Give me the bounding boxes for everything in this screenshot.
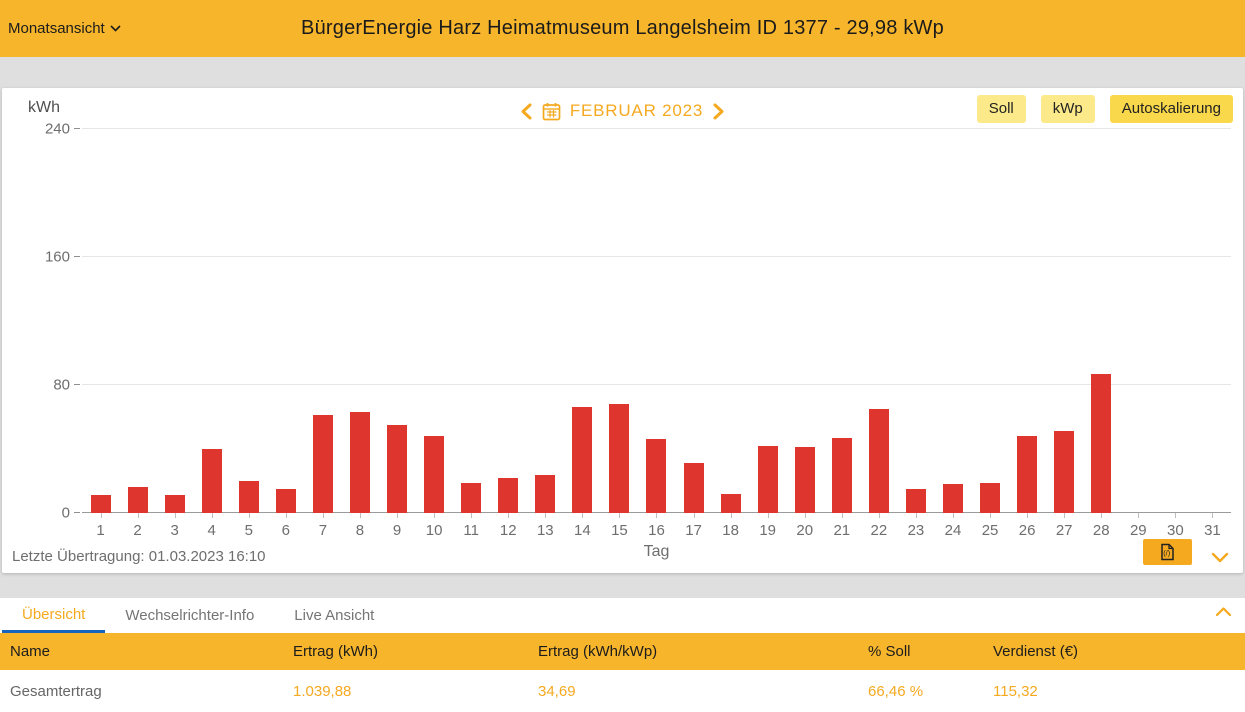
day-slot-17 <box>675 129 712 539</box>
bar-day-16[interactable] <box>646 439 666 513</box>
day-slot-8 <box>341 129 378 539</box>
x-tick-label-17: 17 <box>685 522 702 539</box>
column-header-ertrag-kwh-kwp: Ertrag (kWh/kWp) <box>538 643 658 660</box>
x-tick-28 <box>1101 513 1102 518</box>
x-tick-label-24: 24 <box>944 522 962 539</box>
x-tick-label-30: 30 <box>1167 522 1184 539</box>
x-tick-label-4: 4 <box>207 522 216 539</box>
bar-day-1[interactable] <box>91 495 111 513</box>
day-slot-11 <box>453 129 490 539</box>
x-tick-label-9: 9 <box>392 522 402 539</box>
autoscale-button[interactable]: Autoskalierung <box>1110 95 1233 123</box>
x-tick-11 <box>471 513 472 518</box>
x-tick-label-2: 2 <box>133 522 142 539</box>
day-slot-9 <box>379 129 416 539</box>
row-verdienst-eur: 115,32 <box>993 682 1038 700</box>
y-axis-unit-label: kWh <box>28 99 60 116</box>
view-mode-dropdown[interactable] <box>8 0 121 57</box>
chevron-down-icon <box>110 25 121 32</box>
x-tick-12 <box>508 513 509 518</box>
day-slot-24 <box>934 129 971 539</box>
day-slot-31 <box>1194 129 1231 539</box>
row-ertrag-kwh-kwp: 34,69 <box>538 682 576 700</box>
x-tick-15 <box>619 513 620 518</box>
x-tick-2 <box>138 513 139 518</box>
calendar-icon[interactable] <box>542 102 561 121</box>
x-tick-label-11: 11 <box>463 522 479 539</box>
panel-collapse-chevron[interactable] <box>1215 607 1232 617</box>
x-tick-label-3: 3 <box>170 522 179 539</box>
column-header-verdienst: Verdienst (€) <box>993 643 1079 660</box>
x-tick-label-5: 5 <box>244 522 253 539</box>
x-tick-label-15: 15 <box>611 522 628 539</box>
chart-options <box>977 95 1233 123</box>
day-slot-10 <box>416 129 453 539</box>
day-slot-6 <box>267 129 304 539</box>
x-tick-label-31: 31 <box>1204 522 1221 539</box>
last-transmission-status: Letzte Übertragung: 01.03.2023 16:10 <box>12 548 266 565</box>
y-tick-label-80: 80 <box>53 376 70 393</box>
x-tick-10 <box>434 513 435 518</box>
x-tick-label-10: 10 <box>425 522 443 539</box>
x-tick-31 <box>1212 513 1213 518</box>
day-slot-25 <box>972 129 1009 539</box>
view-mode-label: Monatsansicht <box>8 20 105 37</box>
bar-day-24[interactable] <box>943 484 963 513</box>
svg-text:(/): (/) <box>1163 548 1171 558</box>
x-tick-label-26: 26 <box>1018 522 1036 539</box>
bar-day-7[interactable] <box>313 415 333 513</box>
x-tick-24 <box>953 513 954 518</box>
day-slot-7 <box>304 129 341 539</box>
bar-day-15[interactable] <box>609 404 629 513</box>
bar-day-18[interactable] <box>721 494 741 513</box>
x-tick-label-23: 23 <box>907 522 925 539</box>
chart-collapse-chevron[interactable] <box>1211 552 1229 563</box>
x-tick-23 <box>916 513 917 518</box>
x-tick-label-14: 14 <box>574 522 591 539</box>
x-tick-label-27: 27 <box>1055 522 1073 539</box>
column-header-ertrag-kwh: Ertrag (kWh) <box>293 643 379 660</box>
day-slot-19 <box>749 129 786 539</box>
bar-day-4[interactable] <box>202 449 222 513</box>
x-tick-4 <box>212 513 213 518</box>
x-tick-label-21: 21 <box>833 522 851 539</box>
day-slot-12 <box>490 129 527 539</box>
y-tick-label-240: 240 <box>44 120 70 137</box>
day-slot-29 <box>1120 129 1157 539</box>
row-soll-pct: 66,46 % <box>868 682 924 700</box>
x-tick-label-25: 25 <box>981 522 999 539</box>
soll-button[interactable]: Soll <box>977 95 1026 123</box>
day-slot-18 <box>712 129 749 539</box>
bar-day-28[interactable] <box>1091 374 1111 513</box>
bar-day-22[interactable] <box>869 409 889 513</box>
x-tick-21 <box>842 513 843 518</box>
x-tick-13 <box>545 513 546 518</box>
day-slot-2 <box>119 129 156 539</box>
x-tick-8 <box>360 513 361 518</box>
month-label[interactable]: FEBRUAR 2023 <box>569 101 704 120</box>
x-tick-25 <box>990 513 991 518</box>
table-row <box>0 670 1245 712</box>
x-tick-20 <box>805 513 806 518</box>
bar-day-9[interactable] <box>387 425 407 513</box>
bar-day-21[interactable] <box>832 438 852 513</box>
x-tick-14 <box>582 513 583 518</box>
page-title: BürgerEnergie Harz Heimatmuseum Langelsheim ID 1377 - 29,98 kWp <box>301 17 944 39</box>
app-header <box>0 0 1245 57</box>
x-tick-17 <box>694 513 695 518</box>
x-tick-label-18: 18 <box>722 522 739 539</box>
x-tick-1 <box>101 513 102 518</box>
x-tick-29 <box>1138 513 1139 518</box>
day-slot-21 <box>823 129 860 539</box>
tab-uebersicht[interactable]: Übersicht <box>2 598 105 633</box>
day-slot-23 <box>897 129 934 539</box>
bar-day-19[interactable] <box>758 446 778 513</box>
day-slot-4 <box>193 129 230 539</box>
bar-day-13[interactable] <box>535 475 555 513</box>
chart-card <box>2 88 1243 573</box>
x-tick-label-6: 6 <box>281 522 291 539</box>
x-tick-label-8: 8 <box>355 522 365 539</box>
x-tick-label-20: 20 <box>796 522 814 539</box>
bar-day-3[interactable] <box>165 495 185 513</box>
bar-day-8[interactable] <box>350 412 370 513</box>
bar-day-2[interactable] <box>128 487 148 513</box>
bar-day-5[interactable] <box>239 481 259 513</box>
bar-day-12[interactable] <box>498 478 518 513</box>
x-tick-19 <box>768 513 769 518</box>
tabs-row <box>0 598 1245 633</box>
day-slot-28 <box>1083 129 1120 539</box>
bar-day-20[interactable] <box>795 447 815 513</box>
x-tick-9 <box>397 513 398 518</box>
x-tick-7 <box>323 513 324 518</box>
next-month-button[interactable] <box>712 103 725 120</box>
column-header-name: Name <box>10 643 51 660</box>
x-tick-label-12: 12 <box>499 522 517 539</box>
x-tick-label-19: 19 <box>759 522 776 539</box>
x-tick-3 <box>175 513 176 518</box>
x-tick-30 <box>1175 513 1176 518</box>
tab-wechselrichter-info[interactable]: Wechselrichter-Info <box>125 607 255 624</box>
bar-day-10[interactable] <box>424 436 444 513</box>
row-name: Gesamtertrag <box>10 682 102 700</box>
plot-area <box>44 120 1231 539</box>
x-tick-27 <box>1064 513 1065 518</box>
export-button[interactable] <box>1143 539 1192 565</box>
row-ertrag-kwh: 1.039,88 <box>293 682 352 700</box>
x-tick-label-7: 7 <box>318 522 328 539</box>
bar-day-11[interactable] <box>461 483 481 513</box>
day-slot-26 <box>1009 129 1046 539</box>
x-tick-5 <box>249 513 250 518</box>
day-slot-22 <box>860 129 897 539</box>
x-tick-22 <box>879 513 880 518</box>
bar-day-14[interactable] <box>572 407 592 513</box>
bar-day-6[interactable] <box>276 489 296 513</box>
day-slot-14 <box>564 129 601 539</box>
day-slot-5 <box>230 129 267 539</box>
x-tick-label-29: 29 <box>1129 522 1147 539</box>
x-tick-label-16: 16 <box>648 522 665 539</box>
day-slot-1 <box>82 129 119 539</box>
day-slot-30 <box>1157 129 1194 539</box>
file-export-icon <box>1160 543 1175 561</box>
day-slot-13 <box>527 129 564 539</box>
prev-month-button[interactable] <box>520 103 533 120</box>
day-slot-16 <box>638 129 675 539</box>
tab-live-ansicht[interactable]: Live Ansicht <box>294 607 375 624</box>
x-tick-6 <box>286 513 287 518</box>
x-tick-label-1: 1 <box>96 522 105 539</box>
kwp-button[interactable]: kWp <box>1041 95 1095 123</box>
bar-day-25[interactable] <box>980 483 1000 513</box>
y-tick-label-0: 0 <box>61 504 70 521</box>
day-slot-15 <box>601 129 638 539</box>
overview-panel <box>0 598 1245 712</box>
bar-series <box>82 129 1231 539</box>
column-header-soll: % Soll <box>868 643 911 660</box>
y-tick-label-160: 160 <box>44 248 70 265</box>
bar-day-27[interactable] <box>1054 431 1074 513</box>
day-slot-3 <box>156 129 193 539</box>
day-slot-20 <box>786 129 823 539</box>
x-tick-label-13: 13 <box>536 522 554 539</box>
x-tick-16 <box>656 513 657 518</box>
x-tick-26 <box>1027 513 1028 518</box>
table-header <box>0 633 1245 670</box>
bar-day-26[interactable] <box>1017 436 1037 513</box>
x-axis-label: Tag <box>643 543 670 560</box>
x-tick-label-28: 28 <box>1092 522 1110 539</box>
x-tick-18 <box>731 513 732 518</box>
x-tick-label-22: 22 <box>870 522 888 539</box>
bar-day-23[interactable] <box>906 489 926 513</box>
day-slot-27 <box>1046 129 1083 539</box>
bar-day-17[interactable] <box>684 463 704 513</box>
